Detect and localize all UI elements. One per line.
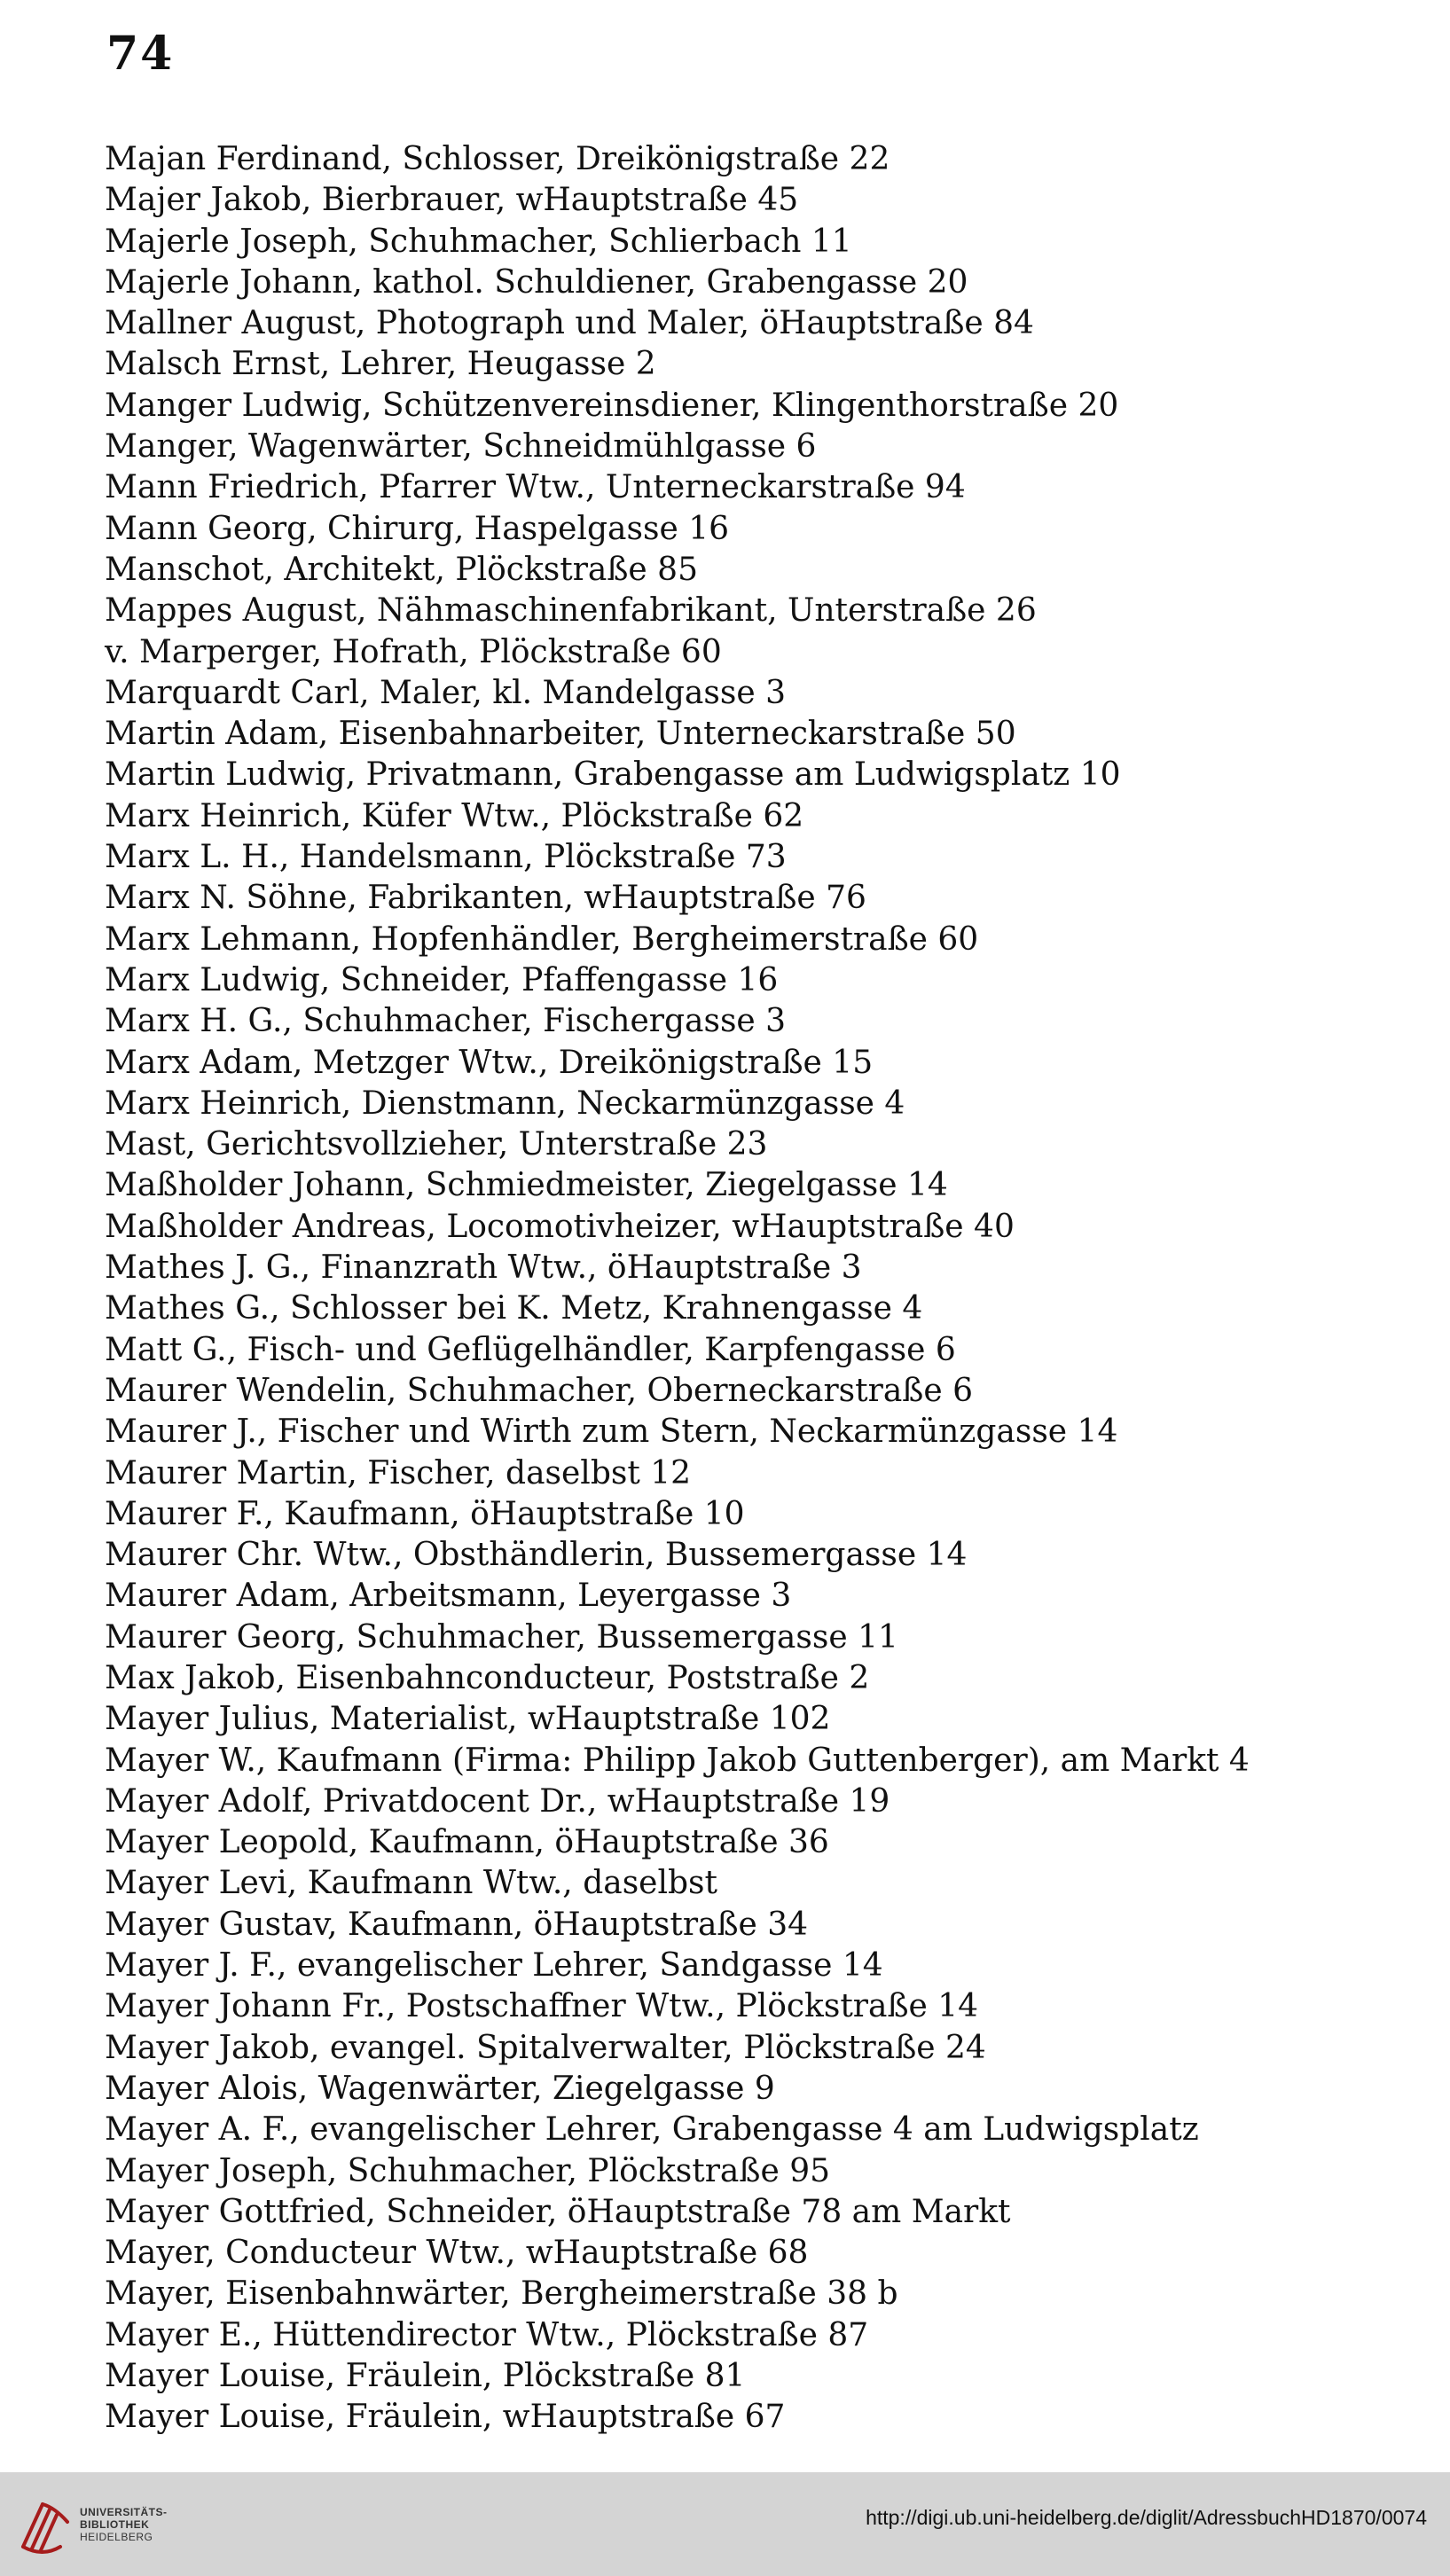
directory-entry: Mallner August, Photograph und Maler, öHauptstraße 84 xyxy=(105,305,1034,342)
directory-entry: Martin Adam, Eisenbahnarbeiter, Unterneckarstraße 50 xyxy=(105,716,1016,753)
directory-entry: Mathes J. G., Finanzrath Wtw., öHauptstraße 3 xyxy=(105,1249,862,1287)
directory-entry: Manger Ludwig, Schützenvereinsdiener, Klingenthorstraße 20 xyxy=(105,387,1119,424)
directory-entry: Mayer Gustav, Kaufmann, öHauptstraße 34 xyxy=(105,1906,809,1943)
directory-entry: Mayer, Conducteur Wtw., wHauptstraße 68 xyxy=(105,2235,809,2272)
directory-entry: Mayer J. F., evangelischer Lehrer, Sandgasse 14 xyxy=(105,1947,883,1985)
directory-entry: Marquardt Carl, Maler, kl. Mandelgasse 3 xyxy=(105,674,786,711)
directory-entry: Mayer Julius, Materialist, wHauptstraße 102 xyxy=(105,1701,831,1738)
directory-entries xyxy=(105,139,1364,2439)
directory-entry: Mayer Alois, Wagenwärter, Ziegelgasse 9 xyxy=(105,2070,775,2107)
directory-entry: Majerle Joseph, Schuhmacher, Schlierbach 11 xyxy=(105,223,852,260)
logo-line-2: BIBLIOTHEK xyxy=(80,2518,150,2531)
logo-line-1: UNIVERSITÄTS- xyxy=(80,2506,168,2518)
source-url-link[interactable]: http://digi.ub.uni-heidelberg.de/diglit/AdressbuchHD1870/0074 xyxy=(866,2506,1427,2529)
directory-entry: Marx Heinrich, Dienstmann, Neckarmünzgasse 4 xyxy=(105,1084,905,1122)
directory-entry: Mayer W., Kaufmann (Firma: Philipp Jakob Guttenberger), am Markt 4 xyxy=(105,1742,1250,1779)
directory-entry: Mayer Jakob, evangel. Spitalverwalter, Plöckstraße 24 xyxy=(105,2029,986,2066)
library-logo[interactable] xyxy=(16,2488,189,2561)
footer-bar xyxy=(0,2472,1450,2576)
directory-entry: Mast, Gerichtsvollzieher, Unterstraße 23 xyxy=(105,1126,768,1163)
directory-entry: Marx Adam, Metzger Wtw., Dreikönigstraße 15 xyxy=(105,1044,874,1081)
directory-entry: Marx L. H., Handelsmann, Plöckstraße 73 xyxy=(105,839,787,876)
directory-entry: Mayer Levi, Kaufmann Wtw., daselbst xyxy=(105,1865,717,1902)
directory-entry: Mappes August, Nähmaschinenfabrikant, Unterstraße 26 xyxy=(105,592,1037,630)
directory-entry: Marx Ludwig, Schneider, Pfaffengasse 16 xyxy=(105,961,779,998)
directory-entry: Mayer Louise, Fräulein, Plöckstraße 81 xyxy=(105,2358,746,2395)
directory-entry: Marx H. G., Schuhmacher, Fischergasse 3 xyxy=(105,1003,787,1040)
directory-entry: Mayer Adolf, Privatdocent Dr., wHauptstraße 19 xyxy=(105,1782,890,1820)
logo-line-3: HEIDELBERG xyxy=(80,2531,153,2543)
directory-entry: v. Marperger, Hofrath, Plöckstraße 60 xyxy=(105,633,722,670)
directory-entry: Maurer Martin, Fischer, daselbst 12 xyxy=(105,1454,692,1492)
directory-entry: Maurer F., Kaufmann, öHauptstraße 10 xyxy=(105,1495,745,1532)
directory-entry: Matt G., Fisch- und Geflügelhändler, Karpfengasse 6 xyxy=(105,1331,956,1368)
directory-entry: Maßholder Andreas, Locomotivheizer, wHauptstraße 40 xyxy=(105,1208,1015,1245)
directory-entry: Majerle Johann, kathol. Schuldiener, Grabengasse 20 xyxy=(105,263,968,301)
directory-entry: Mayer Leopold, Kaufmann, öHauptstraße 36 xyxy=(105,1824,829,1861)
directory-entry: Malsch Ernst, Lehrer, Heugasse 2 xyxy=(105,346,656,383)
directory-entry: Marx Heinrich, Küfer Wtw., Plöckstraße 62 xyxy=(105,797,804,834)
directory-entry: Mann Friedrich, Pfarrer Wtw., Unterneckarstraße 94 xyxy=(105,469,966,506)
directory-entry: Manschot, Architekt, Plöckstraße 85 xyxy=(105,551,698,588)
library-seal-icon xyxy=(16,2495,78,2557)
directory-entry: Majer Jakob, Bierbrauer, wHauptstraße 45 xyxy=(105,182,799,219)
directory-entry: Maurer Adam, Arbeitsmann, Leyergasse 3 xyxy=(105,1578,792,1615)
directory-entry: Maurer Georg, Schuhmacher, Bussemergasse 11 xyxy=(105,1618,898,1656)
directory-entry: Mayer A. F., evangelischer Lehrer, Grabengasse 4 am Ludwigsplatz xyxy=(105,2111,1199,2149)
library-name xyxy=(80,2506,168,2543)
directory-entry: Marx N. Söhne, Fabrikanten, wHauptstraße 76 xyxy=(105,880,866,917)
directory-entry: Mathes G., Schlosser bei K. Metz, Krahnengasse 4 xyxy=(105,1290,923,1327)
directory-entry: Mayer Johann Fr., Postschaffner Wtw., Plöckstraße 14 xyxy=(105,1988,979,2025)
directory-entry: Martin Ludwig, Privatmann, Grabengasse am Ludwigsplatz 10 xyxy=(105,756,1121,794)
directory-entry: Max Jakob, Eisenbahnconducteur, Poststraße 2 xyxy=(105,1659,870,1696)
directory-entry: Mayer Louise, Fräulein, wHauptstraße 67 xyxy=(105,2399,786,2436)
directory-entry: Mayer E., Hüttendirector Wtw., Plöckstraße 87 xyxy=(105,2316,869,2353)
directory-entry: Manger, Wagenwärter, Schneidmühlgasse 6 xyxy=(105,428,817,466)
directory-entry: Mann Georg, Chirurg, Haspelgasse 16 xyxy=(105,510,730,547)
directory-entry: Maurer Chr. Wtw., Obsthändlerin, Bussemergasse 14 xyxy=(105,1537,968,1574)
directory-entry: Maurer Wendelin, Schuhmacher, Oberneckarstraße 6 xyxy=(105,1372,973,1409)
directory-entry: Mayer Gottfried, Schneider, öHauptstraße 78 am Markt xyxy=(105,2193,1011,2230)
directory-entry: Majan Ferdinand, Schlosser, Dreikönigstraße 22 xyxy=(105,141,890,177)
directory-entry: Mayer, Eisenbahnwärter, Bergheimerstraße 38 b xyxy=(105,2275,898,2313)
directory-entry: Mayer Joseph, Schuhmacher, Plöckstraße 95 xyxy=(105,2152,830,2189)
directory-entry: Maßholder Johann, Schmiedmeister, Ziegelgasse 14 xyxy=(105,1167,948,1204)
directory-entry: Maurer J., Fischer und Wirth zum Stern, Neckarmünzgasse 14 xyxy=(105,1413,1118,1451)
directory-entry: Marx Lehmann, Hopfenhändler, Bergheimerstraße 60 xyxy=(105,920,979,958)
page-number: 74 xyxy=(106,27,175,81)
